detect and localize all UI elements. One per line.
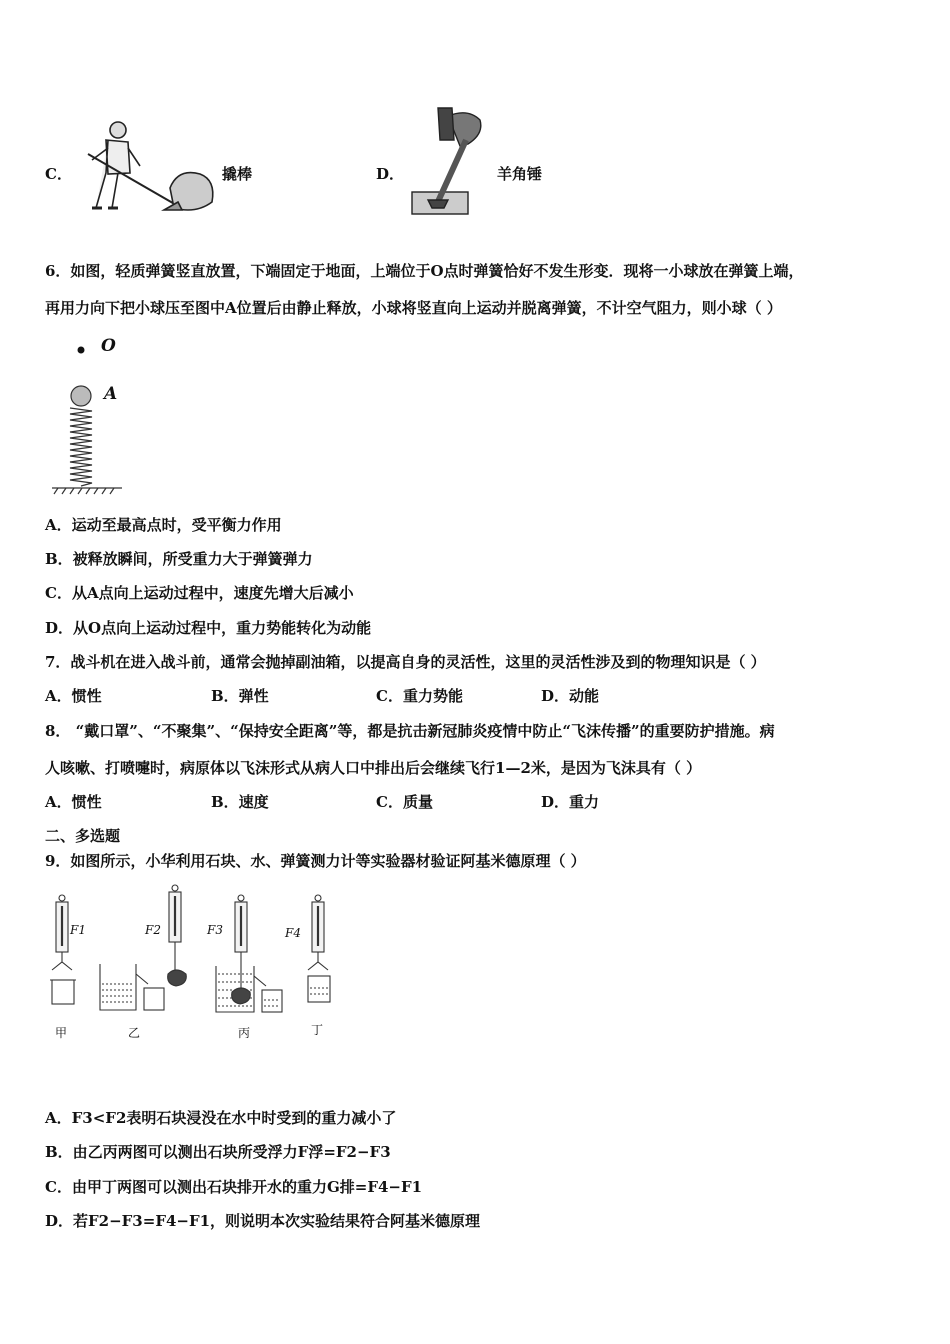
q5-option-c-letter: C． — [45, 165, 72, 183]
q9-option-c[interactable]: C．由甲丁两图可以测出石块排开水的重力G排=F4−F1 — [45, 1178, 423, 1196]
force-label-f3: F3 — [207, 923, 223, 937]
q6-option-b[interactable]: B．被释放瞬间，所受重力大于弹簧弹力 — [45, 550, 313, 568]
q7-option-c[interactable]: C．重力势能 — [376, 687, 463, 705]
q8-option-b[interactable]: B．速度 — [211, 793, 269, 811]
fig-label-yi: 乙 — [128, 1026, 141, 1040]
q6-option-d[interactable]: D．从O点向上运动过程中，重力势能转化为动能 — [45, 619, 372, 637]
q5-option-d-letter: D． — [376, 165, 405, 183]
q6-option-c[interactable]: C．从A点向上运动过程中，速度先增大后减小 — [45, 584, 354, 602]
crowbar-figure — [78, 118, 220, 216]
fig-label-jia: 甲 — [55, 1026, 68, 1040]
force-label-f4: F4 — [285, 926, 301, 940]
spring-figure — [48, 334, 138, 496]
q7-option-b[interactable]: B．弹性 — [211, 687, 269, 705]
fig-label-bing: 丙 — [238, 1026, 251, 1040]
force-label-f2: F2 — [145, 923, 161, 937]
q8-stem-line2: 人咳嗽、打喷嚏时，病原体以飞沫形式从病人口中排出后会继续飞行1—2米，是因为飞沫具有（ ） — [45, 759, 702, 777]
q5-option-d-text: 羊角锤 — [497, 165, 543, 183]
q9-option-b[interactable]: B．由乙丙两图可以测出石块所受浮力F浮=F2−F3 — [45, 1143, 391, 1161]
section-title-multiple-choice: 二、多选题 — [45, 827, 121, 845]
q8-option-d[interactable]: D．重力 — [541, 793, 600, 811]
q7-option-a[interactable]: A．惯性 — [45, 687, 102, 705]
q9-option-a[interactable]: A．F3<F2表明石块浸没在水中时受到的重力减小了 — [45, 1109, 397, 1127]
q8-option-a[interactable]: A．惯性 — [45, 793, 102, 811]
force-label-f1: F1 — [70, 923, 86, 937]
claw-hammer-figure — [408, 104, 488, 218]
q7-option-d[interactable]: D．动能 — [541, 687, 600, 705]
q8-stem-line1: 8． “戴口罩”、“不聚集”、“保持安全距离”等，都是抗击新冠肺炎疫情中防止“飞沫传播”的重要防护措施。病 — [45, 722, 775, 740]
q6-option-a[interactable]: A．运动至最高点时，受平衡力作用 — [45, 516, 282, 534]
spring-label-o: O — [101, 336, 116, 356]
q8-option-c[interactable]: C．质量 — [376, 793, 433, 811]
q7-stem: 7．战斗机在进入战斗前，通常会抛掉副油箱，以提高自身的灵活性，这里的灵活性涉及到的物理知识是（ ） — [45, 653, 766, 671]
q5-option-c-text: 撬棒 — [222, 165, 253, 183]
q9-option-d[interactable]: D．若F2−F3=F4−F1，则说明本次实验结果符合阿基米德原理 — [45, 1212, 481, 1230]
fig-label-ding: 丁 — [311, 1023, 324, 1037]
q9-stem: 9．如图所示，小华利用石块、水、弹簧测力计等实验器材验证阿基米德原理（ ） — [45, 852, 586, 870]
spring-label-a: A — [104, 384, 118, 404]
q6-stem-line1: 6．如图，轻质弹簧竖直放置，下端固定于地面，上端位于O点时弹簧恰好不发生形变．现将一小球放在弹簧上端， — [45, 262, 804, 280]
archimedes-experiment-figure — [44, 884, 344, 1044]
q6-stem-line2: 再用力向下把小球压至图中A位置后由静止释放，小球将竖直向上运动并脱离弹簧，不计空气阻力，则小球（ ） — [45, 299, 782, 317]
